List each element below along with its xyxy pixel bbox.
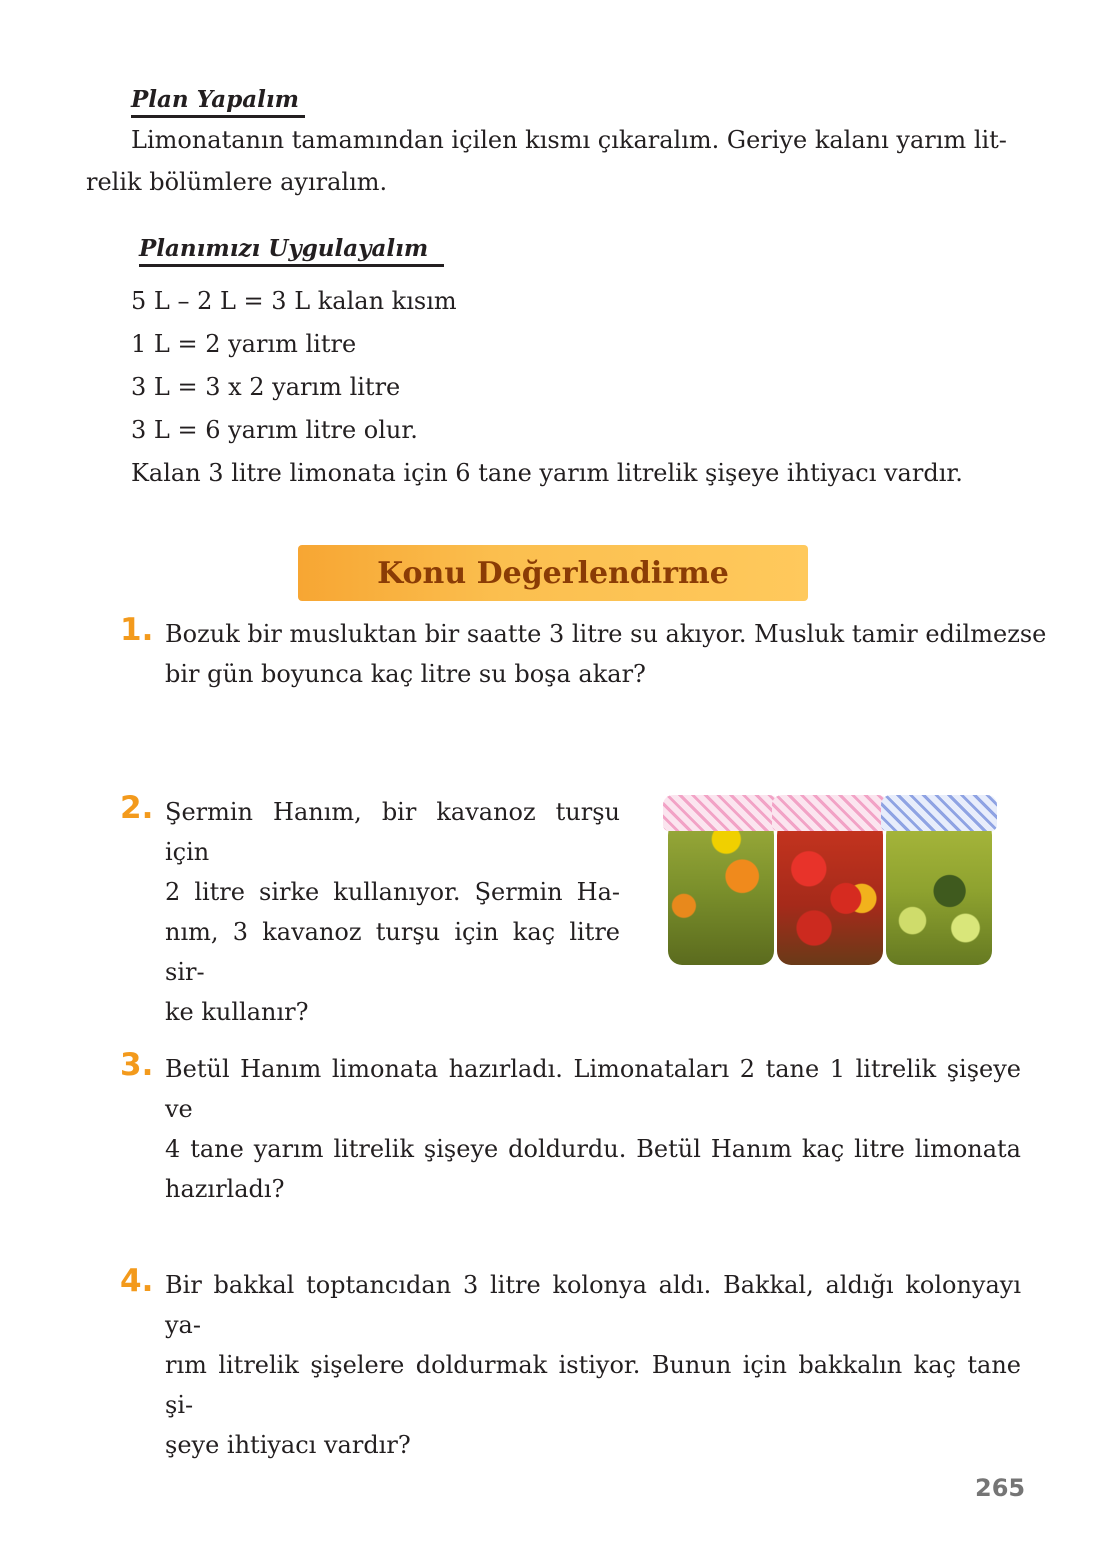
section-banner-title: Konu Değerlendirme: [377, 555, 729, 591]
question-1: [120, 612, 153, 648]
question-4-text: [165, 1265, 1021, 1465]
apply-conclusion: Kalan 3 litre limonata için 6 tane yarım litrelik şişeye ihtiyacı vardır.: [131, 459, 963, 487]
question-line: hazırladı?: [165, 1175, 285, 1203]
question-line: şeye ihtiyacı vardır?: [165, 1431, 411, 1459]
question-line: nım, 3 kavanoz turşu için kaç litre sir-: [165, 918, 620, 986]
question-2: [120, 790, 153, 826]
apply-step: 3 L = 6 yarım litre olur.: [131, 416, 418, 444]
apply-step: 1 L = 2 yarım litre: [131, 330, 357, 358]
plan-text-line2: relik bölümlere ayıralım.: [86, 168, 388, 196]
question-line: rım litrelik şişelere doldurmak istiyor. Bunun için bakkalın kaç tane şi-: [165, 1351, 1021, 1419]
question-line: Bozuk bir musluktan bir saatte 3 litre su akıyor. Musluk tamir edilmezse: [165, 620, 1047, 648]
page-number: 265: [975, 1474, 1026, 1502]
jar-lid-pink: [663, 795, 779, 831]
question-number: 4.: [120, 1263, 154, 1299]
apply-step: 3 L = 3 x 2 yarım litre: [131, 373, 401, 401]
plan-heading: Plan Yapalım: [131, 86, 305, 118]
apply-heading: Planımızı Uygulayalım: [139, 235, 444, 267]
pickle-jars-image: [665, 795, 995, 975]
question-line: Şermin Hanım, bir kavanoz turşu için: [165, 798, 620, 866]
question-4: [120, 1263, 153, 1299]
question-2-text: [165, 792, 620, 1032]
question-line: Betül Hanım limonata hazırladı. Limonataları 2 tane 1 litrelik şişeye ve: [165, 1055, 1021, 1123]
apply-steps: [131, 280, 963, 495]
question-line: Bir bakkal toptancıdan 3 litre kolonya aldı. Bakkal, aldığı kolonyayı ya-: [165, 1271, 1021, 1339]
jar-mixed-vegetables: [668, 817, 774, 965]
jar-lid-blue: [881, 795, 997, 831]
question-number: 3.: [120, 1047, 154, 1083]
question-number: 1.: [120, 612, 154, 648]
question-line: 4 tane yarım litrelik şişeye doldurdu. Betül Hanım kaç litre limonata: [165, 1135, 1021, 1163]
section-banner: [298, 545, 808, 601]
jar-lid-pink: [772, 795, 888, 831]
question-line: ke kullanır?: [165, 998, 309, 1026]
question-line: bir gün boyunca kaç litre su boşa akar?: [165, 660, 646, 688]
question-line: 2 litre sirke kullanıyor. Şermin Ha-: [165, 878, 620, 906]
apply-step: 5 L – 2 L = 3 L kalan kısım: [131, 287, 457, 315]
question-3-text: [165, 1049, 1021, 1209]
question-3: [120, 1047, 153, 1083]
plan-text-line1: Limonatanın tamamından içilen kısmı çıkaralım. Geriye kalanı yarım lit-: [131, 126, 1007, 154]
jar-cucumbers: [886, 817, 992, 965]
jar-tomatoes: [777, 817, 883, 965]
question-number: 2.: [120, 790, 154, 826]
question-1-text: [165, 614, 1047, 694]
